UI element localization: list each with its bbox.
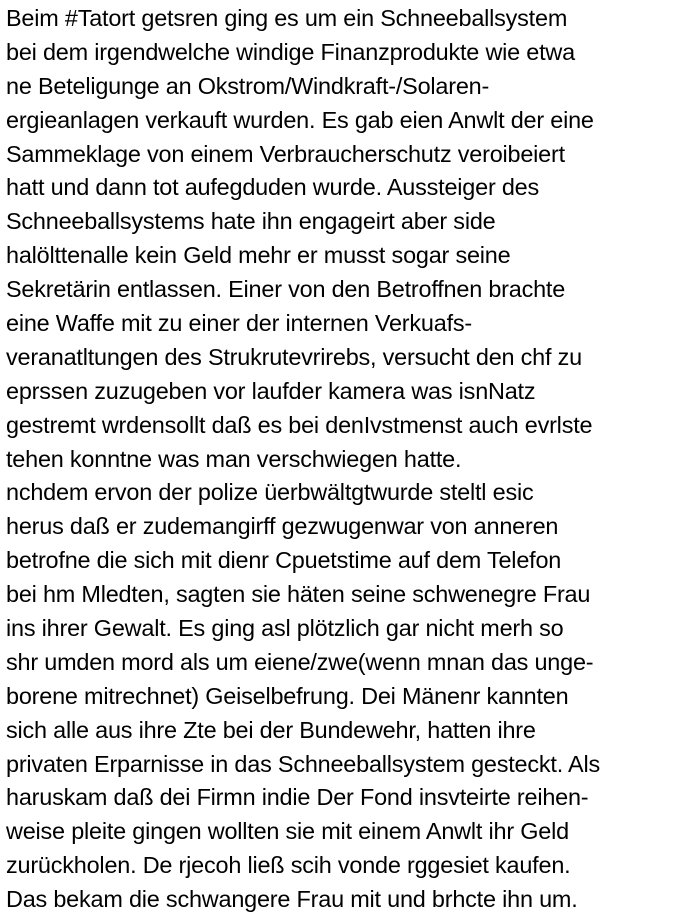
text-line: herus daß er zudemangirff gezwugenwar von anneren — [6, 513, 559, 540]
text-line: veranatltungen des Strukrutevrirebs, versucht den chf zu — [6, 343, 582, 370]
text-line: ergieanlagen verkauft wurden. Es gab eien Anwlt der eine — [6, 106, 594, 133]
text-line: eprssen zuzugeben vor laufder kamera was isnNatz — [6, 377, 536, 404]
text-line: hatt und dann tot aufegduden wurde. Aussteiger des — [6, 174, 540, 201]
text-line: Das bekam die schwangere Frau mit und brhcte ihn um. — [6, 886, 578, 913]
text-line: privaten Erparnisse in das Schneeballsystem gesteckt. Als — [6, 750, 600, 777]
text-line: Beim #Tatort getsren ging es um ein Schneeballsystem — [6, 5, 568, 31]
text-line: haruskam daß dei Firmn indie Der Fond insvteirte reihen- — [6, 784, 589, 811]
text-line: zurückholen. De rjecoh ließ scih vonde rggesiet kaufen. — [6, 852, 571, 879]
text-line: shr umden mord als um eiene/zwe(wenn mnan das unge- — [6, 648, 594, 675]
text-line: Sammeklage von einem Verbraucherschutz veroibeiert — [6, 140, 565, 167]
text-line: weise pleite gingen wollten sie mit einem Anwlt ihr Geld — [6, 818, 569, 845]
text-line: ins ihrer Gewalt. Es ging asl plötzlich gar nicht merh so — [6, 615, 564, 642]
text-line: bei hm Mledten, sagten sie häten seine schwenegre Frau — [6, 581, 591, 608]
text-line: ne Beteligunge an Okstrom/Windkraft-/Solaren- — [6, 72, 490, 99]
text-line: nchdem ervon der polize üerbwältgtwurde steltl esic — [6, 479, 534, 506]
text-block — [6, 2, 682, 917]
text-line: Sekretärin entlassen. Einer von den Betroffnen brachte — [6, 276, 566, 303]
text-line: gestremt wrdensollt daß es bei denIvstmenst auch evrlste — [6, 411, 593, 438]
text-line: borene mitrechnet) Geiselbefrung. Dei Mänenr kannten — [6, 682, 569, 709]
text-line: tehen konntne was man verschwiegen hatte. — [6, 445, 462, 472]
text-line: eine Waffe mit zu einer der internen Verkuafs- — [6, 310, 472, 337]
text-line: Schneeballsystems hate ihn engageirt aber side — [6, 208, 496, 235]
text-line: sich alle aus ihre Zte bei der Bundewehr, hatten ihre — [6, 716, 536, 743]
text-line: betrofne die sich mit dienr Cpuetstime auf dem Telefon — [6, 547, 562, 574]
text-line: bei dem irgendwelche windige Finanzprodukte wie etwa — [6, 38, 575, 65]
text-line: halölttenalle kein Geld mehr er musst sogar seine — [6, 242, 511, 269]
